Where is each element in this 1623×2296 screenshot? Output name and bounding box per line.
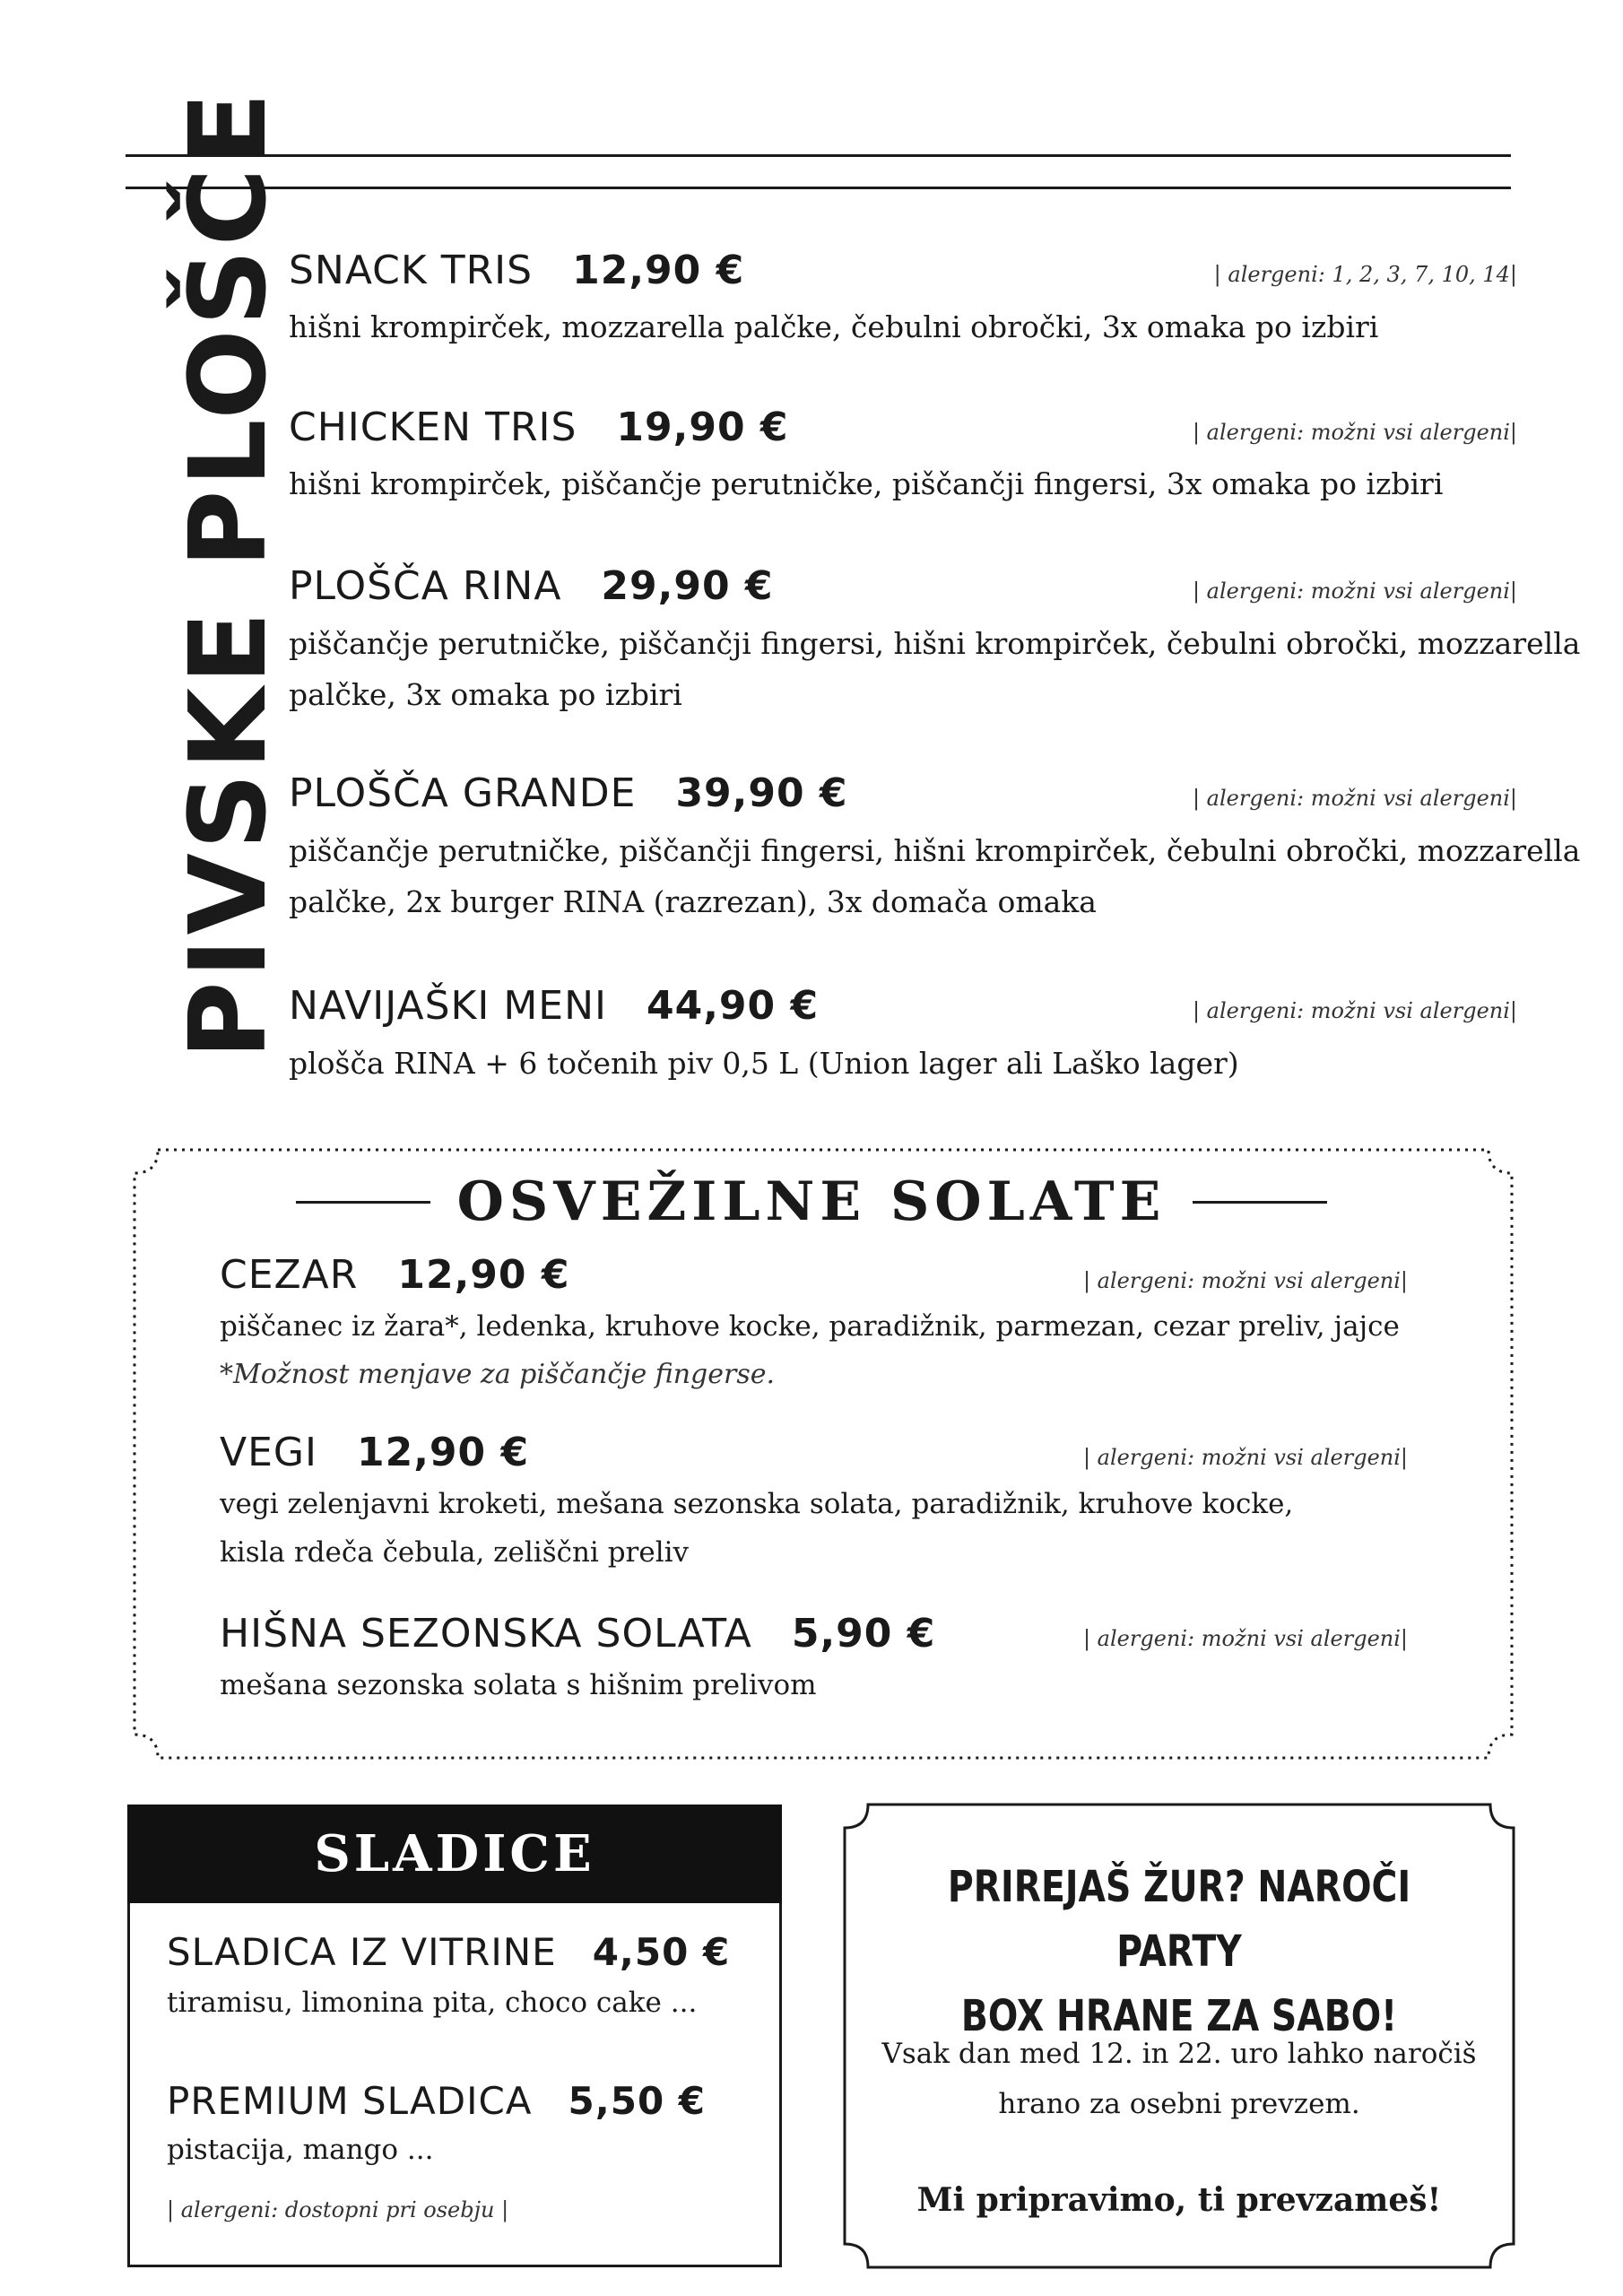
item-description-line2: palčke, 3x omaka po izbiri <box>289 677 682 712</box>
item-name: SLADICA IZ VITRINE <box>167 1930 557 1974</box>
item-description-line1: piščančje perutničke, piščančji fingersi, hišni krompirček, čebulni obročki, mozzarella <box>289 833 1581 868</box>
allergen-note: | alergeni: 1, 2, 3, 7, 10, 14| <box>1213 262 1517 287</box>
item-title <box>289 404 789 450</box>
item-description: hišni krompirček, piščančje perutničke, piščančji fingersi, 3x omaka po izbiri <box>289 466 1444 501</box>
item-price: 4,50 € <box>592 1930 731 1974</box>
item-description-line2: kisla rdeča čebula, zeliščni preliv <box>220 1536 690 1569</box>
item-description: piščanec iz žara*, ledenka, kruhove kocke, paradižnik, parmezan, cezar preliv, jajce <box>220 1310 1400 1343</box>
item-title <box>289 770 848 816</box>
item-price: 12,90 € <box>572 248 745 293</box>
party-heading <box>904 1855 1455 2048</box>
item-name: VEGI <box>220 1430 317 1475</box>
heading-dash-left <box>296 1201 430 1204</box>
salads-title: OSVEŽILNE SOLATE <box>456 1170 1167 1233</box>
party-heading-line1: PRIREJAŠ ŽUR? NAROČI PARTY <box>947 1862 1411 1977</box>
desserts-title: SLADICE <box>127 1805 782 1903</box>
item-description: pistacija, mango ... <box>167 2134 434 2166</box>
item-description: plošča RINA + 6 točenih piv 0,5 L (Union lager ali Laško lager) <box>289 1046 1239 1081</box>
party-description <box>843 2029 1515 2129</box>
party-slogan: Mi pripravimo, ti prevzameš! <box>916 2181 1442 2219</box>
item-price: 39,90 € <box>675 770 848 816</box>
item-name: SNACK TRIS <box>289 248 534 293</box>
item-name: PLOŠČA GRANDE <box>289 770 637 816</box>
item-description: tiramisu, limonina pita, choco cake ... <box>167 1987 698 2019</box>
item-description: mešana sezonska solata s hišnim prelivom <box>220 1669 817 1701</box>
desserts-allergen-note: | alergeni: dostopni pri osebju | <box>167 2197 509 2222</box>
item-description-line1: vegi zelenjavni kroketi, mešana sezonska solata, paradižnik, kruhove kocke, <box>220 1488 1294 1520</box>
party-heading-line2: BOX HRANE ZA SABO! <box>960 1991 1398 2041</box>
party-description-line2: hrano za osebni prevzem. <box>998 2088 1360 2120</box>
section-title-vertical: PIVSKE PLOŠČE <box>166 89 290 1059</box>
item-description-line1: piščančje perutničke, piščančji fingersi, hišni krompirček, čebulni obročki, mozzarella <box>289 626 1581 661</box>
item-name: CHICKEN TRIS <box>289 404 577 450</box>
item-price: 44,90 € <box>646 983 820 1029</box>
salads-heading <box>0 1170 1623 1233</box>
item-name: PREMIUM SLADICA <box>167 2079 533 2123</box>
top-rule-2 <box>126 187 1511 189</box>
allergen-note: | alergeni: možni vsi alergeni| <box>1082 1268 1408 1293</box>
item-title <box>167 2079 707 2123</box>
allergen-note: | alergeni: možni vsi alergeni| <box>1082 1445 1408 1470</box>
item-title <box>220 1430 530 1475</box>
allergen-note: | alergeni: možni vsi alergeni| <box>1192 420 1517 445</box>
allergen-note: | alergeni: možni vsi alergeni| <box>1082 1626 1408 1651</box>
top-rule-1 <box>126 154 1511 157</box>
item-price: 5,50 € <box>568 2079 707 2123</box>
item-description-line2: palčke, 2x burger RINA (razrezan), 3x domača omaka <box>289 884 1097 919</box>
item-price: 12,90 € <box>356 1430 530 1475</box>
heading-dash-right <box>1193 1201 1327 1204</box>
item-title <box>167 1930 731 1974</box>
item-name: CEZAR <box>220 1252 359 1298</box>
item-note: *Možnost menjave za piščančje fingerse. <box>220 1359 776 1390</box>
item-title <box>289 248 745 293</box>
party-description-line1: Vsak dan med 12. in 22. uro lahko naročiš <box>881 2038 1477 2070</box>
allergen-note: | alergeni: možni vsi alergeni| <box>1192 786 1517 811</box>
item-title <box>220 1611 936 1657</box>
item-name: PLOŠČA RINA <box>289 563 562 609</box>
item-description: hišni krompirček, mozzarella palčke, čebulni obročki, 3x omaka po izbiri <box>289 309 1379 344</box>
item-title <box>289 983 820 1029</box>
allergen-note: | alergeni: možni vsi alergeni| <box>1192 578 1517 604</box>
item-price: 12,90 € <box>397 1252 570 1298</box>
allergen-note: | alergeni: možni vsi alergeni| <box>1192 998 1517 1023</box>
item-title <box>289 563 774 609</box>
item-price: 5,90 € <box>791 1611 936 1657</box>
item-title <box>220 1252 570 1298</box>
item-price: 19,90 € <box>616 404 789 450</box>
item-price: 29,90 € <box>601 563 774 609</box>
item-name: NAVIJAŠKI MENI <box>289 983 607 1029</box>
item-name: HIŠNA SEZONSKA SOLATA <box>220 1611 752 1657</box>
